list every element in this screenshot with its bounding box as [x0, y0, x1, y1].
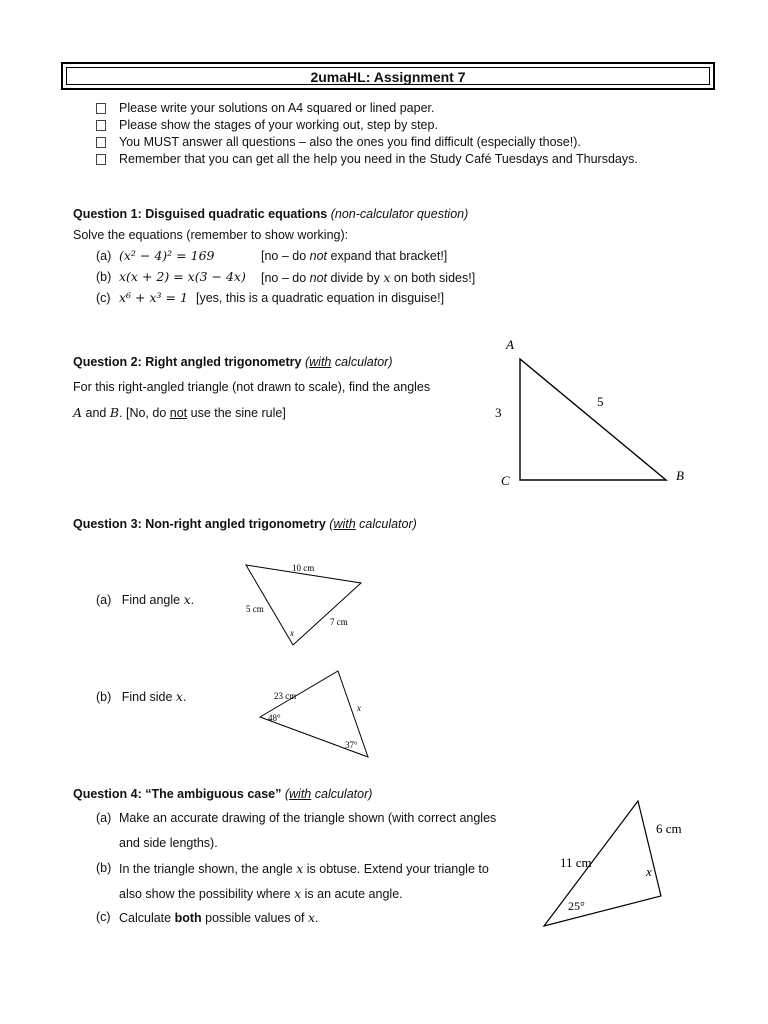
q3a-end: . — [190, 593, 195, 607]
q2-side-hyp: 5 — [597, 394, 604, 409]
bullet-text: Please write your solutions on A4 squared or lined paper. — [119, 101, 435, 115]
q3-heading-line — [73, 517, 417, 531]
q4-heading: Question 4: “The ambiguous case” — [73, 787, 282, 801]
q4-angle: 25° — [568, 899, 585, 913]
bullet-box-icon — [96, 137, 106, 148]
q1-intro: Solve the equations (remember to show working): — [73, 228, 349, 242]
q1-note-b-mid: divide by — [327, 271, 384, 285]
q4b-line1 — [119, 861, 489, 876]
q3b-side-top: 23 cm — [274, 691, 297, 701]
q1-heading: Question 1: Disguised quadratic equations — [73, 207, 328, 221]
q2-line2-post: use the sine rule] — [187, 406, 286, 420]
q1-label-b: (b) — [96, 270, 112, 284]
q4b-label: (b) — [96, 861, 112, 875]
q3a-side-left: 5 cm — [246, 604, 264, 614]
q2-var-a: A — [73, 405, 83, 420]
q3-note-open: ( — [329, 517, 334, 531]
q2-line2-pre: . [No, do — [119, 406, 170, 420]
q4-side-right: 6 cm — [656, 821, 682, 836]
q4c-both: both — [174, 911, 202, 925]
q3b-end: . — [182, 690, 187, 704]
q3a-line — [96, 592, 194, 607]
q2-line1: For this right-angled triangle (not drawn to scale), find the angles — [73, 380, 431, 394]
q4-triangle-figure — [530, 793, 700, 933]
q2-right-triangle-figure — [486, 333, 706, 493]
q2-note-close: calculator) — [331, 355, 393, 369]
q1-note-a — [261, 249, 447, 263]
q4-angle-x: x — [646, 864, 652, 879]
q1-equation-c: x⁶ + x³ = 1 — [119, 290, 188, 305]
q4c-pre: Calculate — [119, 911, 175, 925]
q2-var-b: B — [109, 405, 120, 420]
q2-triangle — [520, 359, 666, 480]
q4c-line — [119, 910, 319, 925]
q3a-side-right: 7 cm — [330, 617, 348, 627]
q1-label-c: (c) — [96, 291, 111, 305]
q1-note-a-pre: [no – do — [261, 249, 310, 263]
q3b-angle-bottom: 37° — [345, 740, 358, 750]
q3-heading: Question 3: Non-right angled trigonometry — [73, 517, 326, 531]
q3a-angle: x — [290, 628, 294, 638]
q3a-label: (a) — [96, 593, 112, 607]
q4b-line2-var: x — [294, 886, 302, 901]
q4b-line1-pre: In the triangle shown, the angle — [119, 862, 297, 876]
q3-note-with: with — [333, 517, 356, 531]
q1-note-b-post: on both sides!] — [390, 271, 476, 285]
q4b-line1-var: x — [296, 861, 304, 876]
q2-heading: Question 2: Right angled trigonometry — [73, 355, 302, 369]
q2-note-open: ( — [304, 355, 310, 369]
q4b-line2 — [119, 886, 403, 901]
q4-note-with: with — [289, 787, 312, 801]
q2-line2 — [73, 405, 286, 420]
q1-note-b-var: x — [383, 270, 391, 285]
q4a-label: (a) — [96, 811, 112, 825]
bullet-box-icon — [96, 154, 106, 165]
q3b-side-x: x — [357, 703, 361, 713]
q4-heading-line — [73, 787, 372, 801]
bullet-box-icon — [96, 120, 106, 131]
q3a-triangle-figure — [236, 556, 376, 652]
q4a-line2: and side lengths). — [119, 836, 218, 850]
q3b-triangle-figure — [252, 664, 382, 764]
q2-heading-line — [73, 355, 393, 369]
q1-equation-b: x(x + 2) = x(3 − 4x) — [119, 269, 246, 284]
q1-note-a-em: not — [309, 249, 328, 263]
q1-note-a-post: expand that bracket!] — [327, 249, 448, 263]
title-box — [61, 62, 715, 90]
bullet-text: You MUST answer all questions – also the ones you find difficult (especially those!). — [119, 135, 581, 149]
page-title: 2umaHL: Assignment 7 — [310, 69, 466, 85]
q1-equation-a: (x² − 4)² = 169 — [119, 248, 215, 263]
q3-note-close: calculator) — [355, 517, 417, 531]
q4c-end: . — [315, 911, 319, 925]
q4-side-left: 11 cm — [560, 855, 592, 870]
q4a-line1: Make an accurate drawing of the triangle shown (with correct angles — [119, 811, 497, 825]
q1-note-b-pre: [no – do — [261, 271, 310, 285]
q1-note-c: [yes, this is a quadratic equation in disguise!] — [196, 291, 445, 305]
q2-note-with: with — [309, 355, 332, 369]
q3a-side-top: 10 cm — [292, 563, 315, 573]
q4b-line2-post: is an acute angle. — [301, 887, 403, 901]
q3b-label: (b) — [96, 690, 112, 704]
bullet-box-icon — [96, 103, 106, 114]
q2-not: not — [169, 406, 188, 420]
q2-vertex-b: B — [676, 468, 684, 483]
q3a-var: x — [183, 592, 191, 607]
q3a-text: Find angle — [121, 593, 184, 607]
q4c-post: possible values of — [201, 911, 308, 925]
q1-heading-note: (non-calculator question) — [330, 207, 469, 221]
q3b-angle-left: 48° — [268, 713, 281, 723]
q1-heading-line — [73, 207, 468, 221]
q1-label-a: (a) — [96, 249, 112, 263]
q4c-var: x — [307, 910, 316, 925]
q4c-label: (c) — [96, 910, 111, 924]
q4-note-close: calculator) — [311, 787, 373, 801]
q4-note-open: ( — [284, 787, 290, 801]
q1-note-b-em: not — [309, 271, 328, 285]
q3b-line — [96, 689, 186, 704]
q4b-line1-post: is obtuse. Extend your triangle to — [303, 862, 489, 876]
q3b-var: x — [175, 689, 183, 704]
q3b-text: Find side — [121, 690, 176, 704]
q2-and: and — [82, 406, 110, 420]
bullet-text: Remember that you can get all the help you need in the Study Café Tuesdays and Thursdays. — [119, 152, 638, 166]
q2-side-vertical: 3 — [495, 405, 502, 420]
q2-vertex-a: A — [506, 337, 514, 352]
q4b-line2-pre: also show the possibility where — [119, 887, 295, 901]
q2-vertex-c: C — [501, 473, 510, 488]
q1-note-b — [261, 270, 475, 285]
bullet-text: Please show the stages of your working out, step by step. — [119, 118, 438, 132]
